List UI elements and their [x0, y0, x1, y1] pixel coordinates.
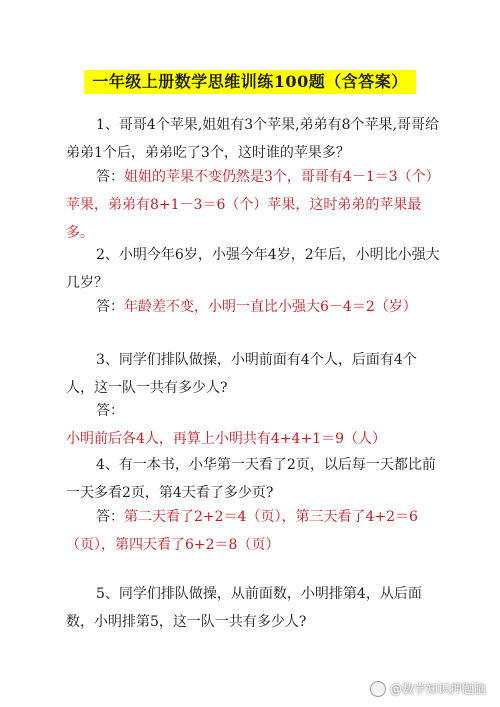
watermark: [370, 680, 486, 697]
question-5-text: 5、同学们排队做操，从前面数，小明排第4，从后面数，小明排第5，这一队一共有多少人?: [66, 586, 422, 630]
watermark-text: @数学知识押题脑: [389, 682, 486, 696]
answer-4: [66, 503, 440, 559]
answer-3-text: 小明前后各4人，再算上小明共有4+4+1＝9（人）: [66, 431, 386, 447]
question-3: [66, 346, 440, 402]
answer-3-label: 答：: [96, 403, 124, 419]
answer-1-text: 姐姐的苹果不变仍然是3个，哥哥有4－1＝3（个）苹果，弟弟有8+1－3＝6（个）苹果，这时弟弟的苹果最多。: [66, 169, 440, 241]
question-1: [66, 111, 440, 167]
answer-2: [66, 293, 440, 321]
question-1-text: 1、哥哥4个苹果,姐姐有3个苹果,弟弟有8个苹果,哥哥给弟弟1个后，弟弟吃了3个，这时谁的苹果多？: [66, 117, 439, 161]
question-2-text: 2、小明今年6岁，小强今年4岁，2年后，小明比小强大几岁？: [66, 247, 440, 291]
answer-2-label: 答：: [96, 299, 124, 315]
answer-4-label: 答：: [96, 509, 124, 525]
question-3-text: 3、同学们排队做操，小明前面有4个人，后面有4个人，这一队一共有多少人?: [66, 352, 417, 396]
question-4-text: 4、有一本书，小华第一天看了2页，以后每一天都比前一天多看2页，第4天看了多少页?: [66, 457, 436, 501]
question-2: [66, 241, 440, 297]
answer-2-text: 年龄差不变，小明一直比小强大6－4＝2（岁）: [124, 299, 417, 315]
question-5: [66, 580, 440, 636]
watermark-logo-icon: [370, 681, 386, 697]
page-title: 一年级上册数学思维训练100题（含答案）: [84, 70, 415, 94]
answer-3: [66, 397, 440, 453]
answer-1-label: 答：: [96, 169, 124, 185]
answer-4-text: 第二天看了2+2＝4（页），第三天看了4+2＝6（页），第四天看了6+2＝8（页）: [66, 509, 418, 553]
title-wrap: [0, 70, 500, 94]
question-4: [66, 451, 440, 507]
answer-1: [66, 163, 440, 247]
